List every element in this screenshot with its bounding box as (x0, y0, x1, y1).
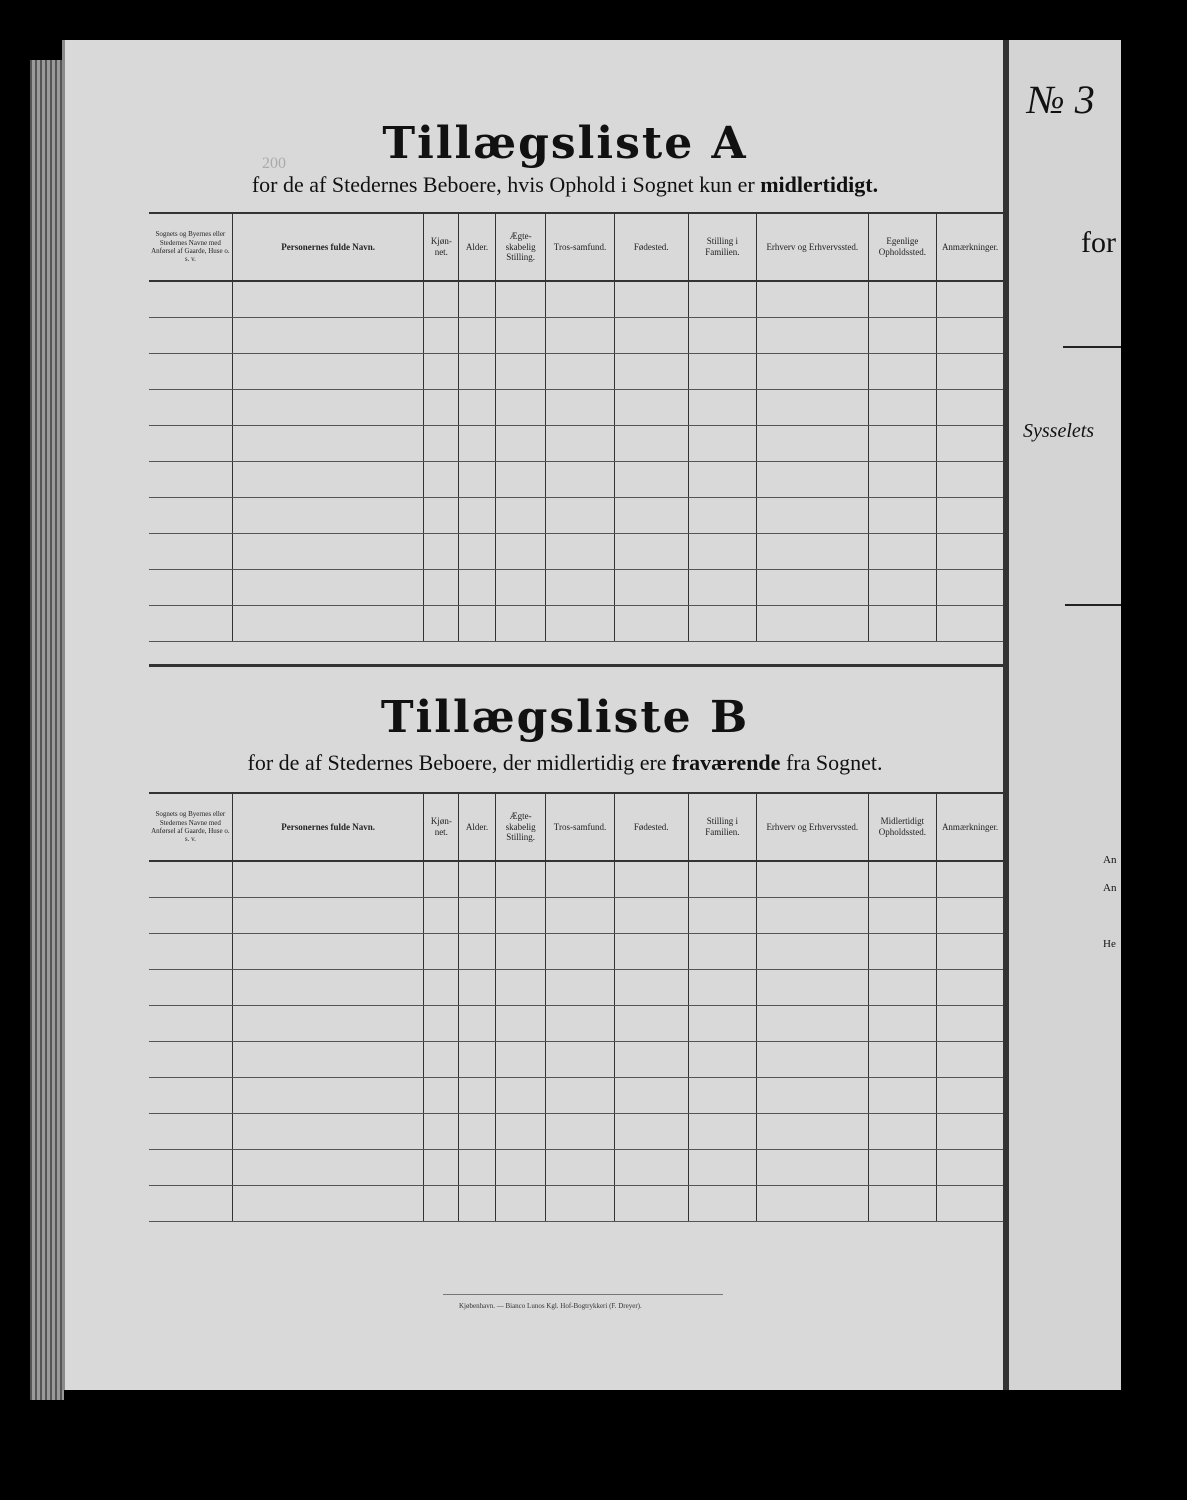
table-cell (546, 934, 614, 970)
table-cell (546, 390, 614, 426)
right-fragment-2: An (1103, 882, 1117, 894)
table-cell (688, 970, 756, 1006)
table-cell (868, 898, 937, 934)
table-cell (232, 390, 424, 426)
table-cell (688, 606, 756, 642)
list_a-column-header-1: Personernes fulde Navn. (232, 214, 424, 281)
table-cell (232, 898, 424, 934)
table-cell (546, 1006, 614, 1042)
table-cell (757, 390, 869, 426)
table-cell (757, 934, 869, 970)
table-row (149, 1114, 1003, 1150)
table-cell (459, 390, 496, 426)
table-cell (424, 606, 459, 642)
table-cell (937, 426, 1003, 462)
footer-rule (443, 1294, 723, 1295)
table-cell (937, 570, 1003, 606)
table-cell (232, 354, 424, 390)
section-divider (149, 664, 1003, 667)
table-cell (232, 281, 424, 318)
table-cell (459, 426, 496, 462)
table-row (149, 426, 1003, 462)
table-cell (614, 606, 688, 642)
table-cell (868, 426, 937, 462)
table-cell (757, 354, 869, 390)
table-cell (424, 1042, 459, 1078)
table-cell (688, 934, 756, 970)
table-cell (546, 1042, 614, 1078)
list_a-column-header-4: Ægte-skabelig Stilling. (495, 214, 546, 281)
table-cell (232, 1006, 424, 1042)
table-cell (424, 534, 459, 570)
list-a-body (149, 281, 1003, 642)
table-cell (937, 898, 1003, 934)
table-cell (495, 1078, 546, 1114)
table-cell (937, 1078, 1003, 1114)
table-cell (424, 970, 459, 1006)
table-cell (459, 1006, 496, 1042)
table-cell (757, 1042, 869, 1078)
table-cell (149, 570, 232, 606)
table-cell (757, 462, 869, 498)
right-rule-1 (1063, 346, 1121, 348)
table-row (149, 606, 1003, 642)
list-a-title: Tillægsliste A (382, 118, 748, 169)
table-cell (546, 318, 614, 354)
table-cell (868, 390, 937, 426)
table-cell (614, 390, 688, 426)
table-cell (688, 354, 756, 390)
list_b-column-header-7: Stilling i Familien. (688, 794, 756, 861)
table-row (149, 1150, 1003, 1186)
table-cell (937, 861, 1003, 898)
table-cell (688, 1186, 756, 1222)
table-cell (937, 318, 1003, 354)
table-cell (546, 462, 614, 498)
table-cell (149, 1186, 232, 1222)
table-cell (757, 970, 869, 1006)
table-row (149, 1186, 1003, 1222)
table-cell (937, 1006, 1003, 1042)
right-page (1003, 40, 1121, 1390)
table-cell (459, 970, 496, 1006)
table-cell (459, 318, 496, 354)
table-cell (868, 1078, 937, 1114)
table-cell (868, 861, 937, 898)
table-cell (495, 898, 546, 934)
table-cell (868, 354, 937, 390)
table-cell (495, 1150, 546, 1186)
table-cell (232, 970, 424, 1006)
table-cell (495, 390, 546, 426)
table-cell (459, 570, 496, 606)
table-cell (937, 1150, 1003, 1186)
table-cell (614, 1042, 688, 1078)
list_b-column-header-1: Personernes fulde Navn. (232, 794, 424, 861)
table-cell (614, 1006, 688, 1042)
handwritten-note: Sysselets (1023, 420, 1095, 442)
table-cell (757, 898, 869, 934)
table-cell (688, 1114, 756, 1150)
table-cell (757, 1186, 869, 1222)
table-cell (149, 898, 232, 934)
table-cell (688, 570, 756, 606)
table-cell (614, 934, 688, 970)
table-cell (614, 498, 688, 534)
table-cell (614, 898, 688, 934)
list_b-column-header-3: Alder. (459, 794, 496, 861)
table-cell (757, 1078, 869, 1114)
table-cell (868, 1042, 937, 1078)
table-cell (149, 426, 232, 462)
table-cell (868, 570, 937, 606)
table-cell (757, 426, 869, 462)
table-cell (424, 934, 459, 970)
list_a-column-header-3: Alder. (459, 214, 496, 281)
table-cell (424, 861, 459, 898)
table-row (149, 390, 1003, 426)
table-cell (614, 462, 688, 498)
table-cell (495, 281, 546, 318)
table-cell (937, 1186, 1003, 1222)
list_a-column-header-8: Erhverv og Erhvervssted. (757, 214, 869, 281)
table-row (149, 898, 1003, 934)
table-cell (868, 606, 937, 642)
table-cell (149, 934, 232, 970)
table-cell (868, 934, 937, 970)
table-cell (149, 1078, 232, 1114)
table-cell (149, 281, 232, 318)
table-cell (232, 1042, 424, 1078)
table-cell (757, 281, 869, 318)
table-cell (614, 1150, 688, 1186)
right-page-number: № 3 (1027, 77, 1095, 122)
table-cell (424, 390, 459, 426)
printer-footer: Kjøbenhavn. — Bianco Lunos Kgl. Hof-Bogtrykkeri (F. Dreyer). (459, 1302, 642, 1310)
table-cell (546, 534, 614, 570)
table-cell (937, 1042, 1003, 1078)
table-cell (459, 861, 496, 898)
list_a-column-header-10: Anmærkninger. (937, 214, 1003, 281)
table-cell (688, 1042, 756, 1078)
table-cell (495, 462, 546, 498)
table-cell (614, 354, 688, 390)
table-cell (937, 498, 1003, 534)
table-cell (757, 1150, 869, 1186)
table-cell (232, 1078, 424, 1114)
table-cell (614, 318, 688, 354)
table-cell (688, 1006, 756, 1042)
table-cell (232, 606, 424, 642)
table-cell (614, 534, 688, 570)
page-number: 200 (262, 155, 286, 172)
table-cell (868, 970, 937, 1006)
table-cell (546, 1150, 614, 1186)
table-cell (424, 1150, 459, 1186)
table-cell (614, 861, 688, 898)
table-cell (232, 318, 424, 354)
table-cell (868, 1006, 937, 1042)
table-cell (459, 281, 496, 318)
table-cell (546, 426, 614, 462)
table-cell (424, 1006, 459, 1042)
table-row (149, 318, 1003, 354)
list-a-table (149, 214, 1003, 642)
table-cell (232, 498, 424, 534)
table-cell (688, 861, 756, 898)
table-cell (232, 462, 424, 498)
list-a-subtitle: for de af Stedernes Beboere, hvis Ophold i Sognet kun er midlertidigt. (251, 172, 879, 197)
table-row (149, 354, 1003, 390)
table-cell (495, 970, 546, 1006)
table-cell (546, 570, 614, 606)
table-cell (868, 1114, 937, 1150)
table-cell (688, 426, 756, 462)
table-row (149, 1078, 1003, 1114)
table-row (149, 534, 1003, 570)
table-cell (459, 534, 496, 570)
table-cell (688, 318, 756, 354)
table-cell (495, 534, 546, 570)
table-cell (937, 1114, 1003, 1150)
table-cell (149, 1150, 232, 1186)
table-cell (688, 1078, 756, 1114)
table-cell (868, 534, 937, 570)
table-cell (149, 498, 232, 534)
table-cell (614, 570, 688, 606)
table-cell (546, 1078, 614, 1114)
table-cell (459, 934, 496, 970)
table-cell (495, 354, 546, 390)
table-cell (688, 498, 756, 534)
table-cell (232, 861, 424, 898)
table-cell (495, 861, 546, 898)
table-cell (424, 281, 459, 318)
table-cell (149, 390, 232, 426)
table-cell (757, 861, 869, 898)
table-cell (868, 462, 937, 498)
table-row (149, 1006, 1003, 1042)
table-cell (424, 498, 459, 534)
table-cell (868, 1150, 937, 1186)
table-cell (149, 534, 232, 570)
list_b-column-header-4: Ægte-skabelig Stilling. (495, 794, 546, 861)
table-row (149, 1042, 1003, 1078)
table-cell (868, 498, 937, 534)
right-rule-2 (1065, 604, 1121, 606)
table-cell (937, 390, 1003, 426)
table-cell (459, 1078, 496, 1114)
list_a-column-header-5: Tros-samfund. (546, 214, 614, 281)
list_b-column-header-10: Anmærkninger. (937, 794, 1003, 861)
table-cell (424, 354, 459, 390)
table-cell (495, 1186, 546, 1222)
list_a-column-header-2: Kjøn-net. (424, 214, 459, 281)
list_b-column-header-6: Fødested. (614, 794, 688, 861)
table-cell (546, 898, 614, 934)
list-a-header-row (149, 214, 1003, 281)
list_b-column-header-2: Kjøn-net. (424, 794, 459, 861)
table-cell (232, 1186, 424, 1222)
table-cell (424, 318, 459, 354)
table-cell (495, 426, 546, 462)
table-cell (614, 281, 688, 318)
list_b-column-header-5: Tros-samfund. (546, 794, 614, 861)
table-cell (546, 1186, 614, 1222)
table-cell (614, 426, 688, 462)
right-fragment-3: He (1103, 938, 1116, 950)
table-cell (149, 970, 232, 1006)
list-b-subtitle: for de af Stedernes Beboere, der midlertidig ere fraværende fra Sognet. (247, 750, 883, 775)
table-cell (757, 570, 869, 606)
table-cell (937, 354, 1003, 390)
table-row (149, 970, 1003, 1006)
table-cell (459, 498, 496, 534)
table-cell (459, 606, 496, 642)
table-row (149, 861, 1003, 898)
right-fragment-1: An (1103, 854, 1117, 866)
table-cell (459, 1186, 496, 1222)
table-cell (546, 281, 614, 318)
table-cell (546, 354, 614, 390)
table-cell (757, 498, 869, 534)
table-cell (757, 1114, 869, 1150)
table-cell (614, 1186, 688, 1222)
list_b-column-header-8: Erhverv og Erhvervssted. (757, 794, 869, 861)
table-cell (232, 426, 424, 462)
list_a-column-header-7: Stilling i Familien. (688, 214, 756, 281)
table-cell (149, 354, 232, 390)
table-cell (495, 1042, 546, 1078)
list_a-column-header-6: Fødested. (614, 214, 688, 281)
table-row (149, 934, 1003, 970)
table-cell (495, 318, 546, 354)
table-cell (232, 570, 424, 606)
table-cell (937, 281, 1003, 318)
table-cell (424, 1114, 459, 1150)
list_b-column-header-0: Sognets og Byernes eller Stedernes Navne med Anførsel af Gaarde, Huse o. s. v. (149, 794, 232, 861)
table-cell (937, 934, 1003, 970)
table-cell (149, 318, 232, 354)
table-cell (937, 970, 1003, 1006)
list_b-column-header-9: Midlertidigt Opholdssted. (868, 794, 937, 861)
table-cell (495, 934, 546, 970)
table-cell (546, 861, 614, 898)
table-cell (459, 354, 496, 390)
list_a-column-header-9: Egenlige Opholdssted. (868, 214, 937, 281)
table-cell (688, 1150, 756, 1186)
table-row (149, 462, 1003, 498)
table-cell (459, 1150, 496, 1186)
table-cell (424, 426, 459, 462)
table-cell (868, 281, 937, 318)
left-page (62, 40, 1005, 1390)
table-cell (424, 1078, 459, 1114)
table-cell (495, 1006, 546, 1042)
table-cell (459, 1114, 496, 1150)
table-cell (495, 606, 546, 642)
table-cell (546, 1114, 614, 1150)
table-cell (232, 934, 424, 970)
table-cell (232, 1114, 424, 1150)
table-cell (424, 570, 459, 606)
table-cell (937, 606, 1003, 642)
list_a-column-header-0: Sognets og Byernes eller Stedernes Navne med Anførsel af Gaarde, Huse o. s. v. (149, 214, 232, 281)
table-cell (149, 1114, 232, 1150)
table-cell (149, 1042, 232, 1078)
table-cell (459, 462, 496, 498)
table-cell (495, 498, 546, 534)
table-cell (688, 534, 756, 570)
table-cell (757, 606, 869, 642)
table-cell (937, 534, 1003, 570)
table-row (149, 281, 1003, 318)
list-b-body (149, 861, 1003, 1222)
table-cell (757, 534, 869, 570)
table-cell (757, 318, 869, 354)
table-cell (688, 390, 756, 426)
table-cell (149, 462, 232, 498)
table-cell (688, 281, 756, 318)
table-cell (495, 1114, 546, 1150)
table-cell (424, 1186, 459, 1222)
list-b-header-row (149, 794, 1003, 861)
list-b-table (149, 794, 1003, 1222)
table-row (149, 498, 1003, 534)
table-cell (614, 970, 688, 1006)
table-cell (495, 570, 546, 606)
table-row (149, 570, 1003, 606)
table-cell (232, 534, 424, 570)
right-page-for: for (1081, 226, 1116, 259)
table-cell (149, 606, 232, 642)
book-page-edges (30, 60, 64, 1400)
table-cell (149, 861, 232, 898)
table-cell (868, 318, 937, 354)
table-cell (424, 898, 459, 934)
table-cell (688, 898, 756, 934)
table-cell (614, 1114, 688, 1150)
table-cell (149, 1006, 232, 1042)
table-cell (688, 462, 756, 498)
list-b-title: Tillægsliste B (380, 692, 750, 743)
table-cell (459, 898, 496, 934)
table-cell (546, 970, 614, 1006)
table-cell (937, 462, 1003, 498)
table-cell (424, 462, 459, 498)
table-cell (757, 1006, 869, 1042)
table-cell (546, 498, 614, 534)
table-cell (232, 1150, 424, 1186)
table-cell (614, 1078, 688, 1114)
table-cell (868, 1186, 937, 1222)
table-cell (459, 1042, 496, 1078)
table-cell (546, 606, 614, 642)
